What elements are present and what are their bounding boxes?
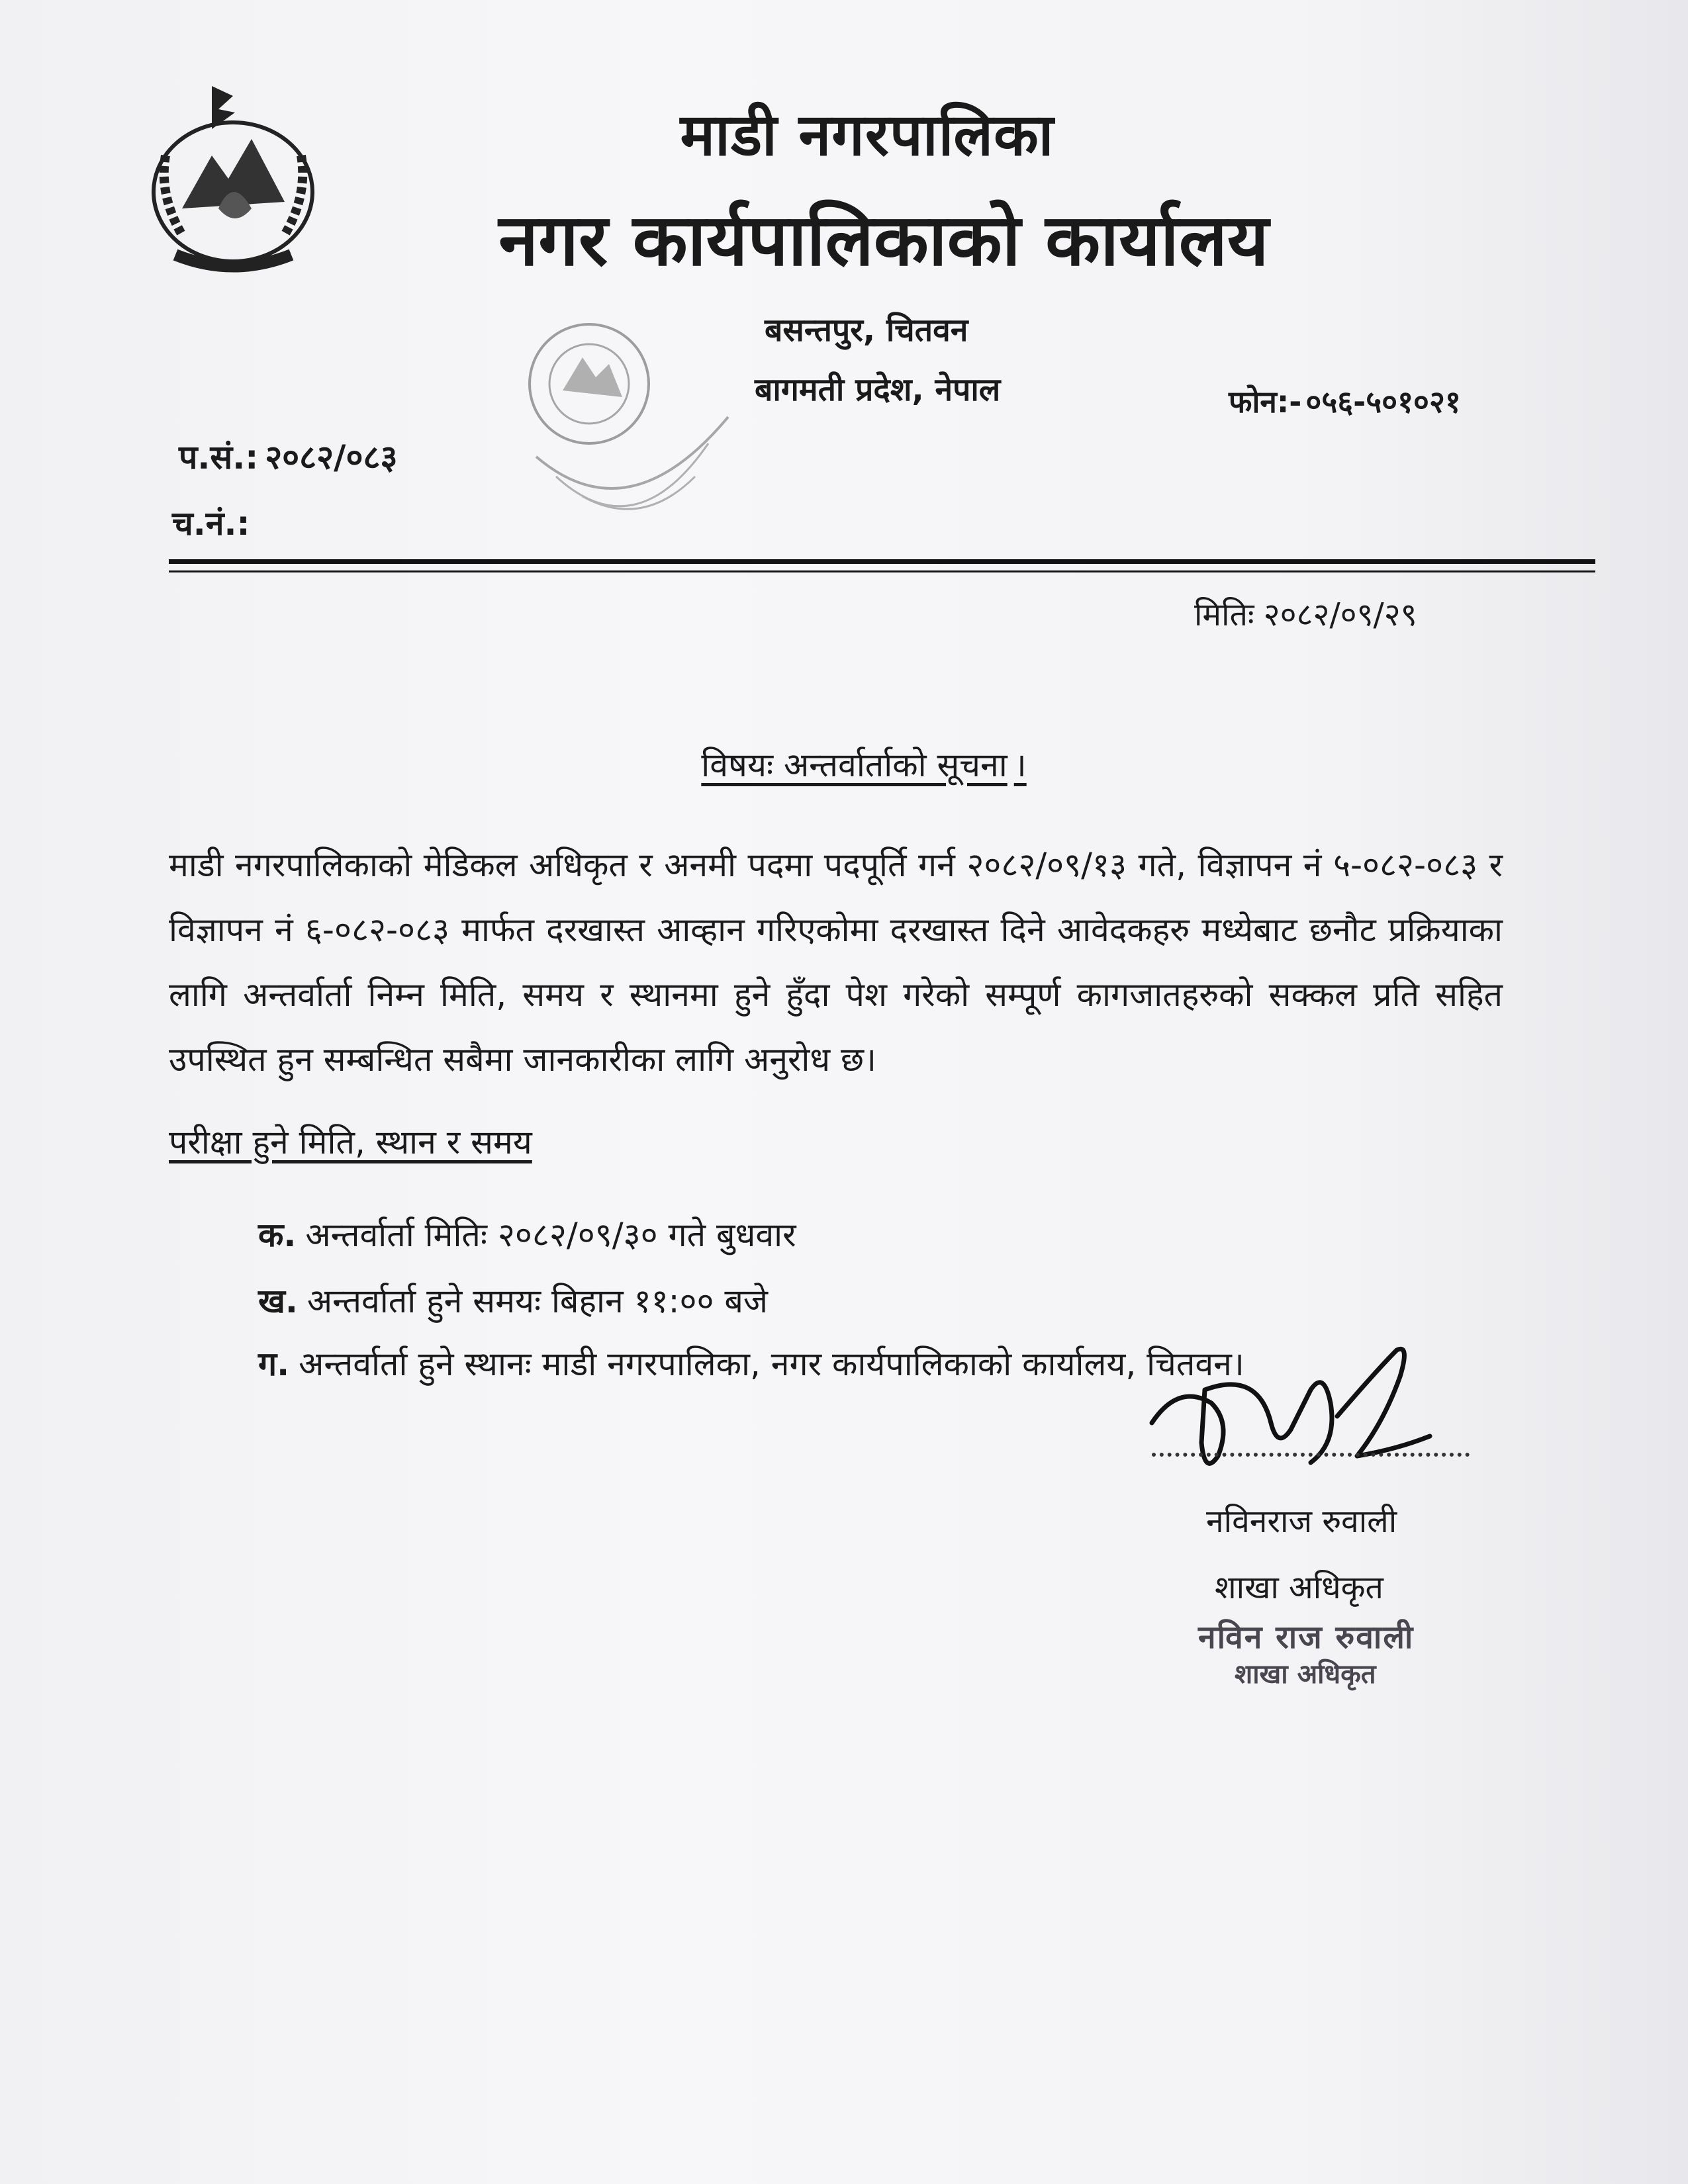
address-line-2: बागमती प्रदेश, नेपाल — [755, 371, 1001, 408]
subject-text: विषयः अन्तर्वार्ताको सूचना — [701, 746, 1008, 784]
subject-line — [0, 741, 1688, 786]
phone-number: ०५६-५०१०२१ — [1305, 384, 1461, 420]
date-value: २०८२/०९/२९ — [1263, 596, 1417, 633]
exam-item — [258, 1340, 1244, 1385]
subject-text-wrap — [701, 746, 1026, 784]
reference-value: २०८२/०८३ — [265, 438, 398, 477]
header-divider — [169, 559, 1595, 564]
item-marker: क. — [258, 1216, 297, 1254]
exam-item — [258, 1277, 768, 1322]
item-text: अन्तर्वार्ता हुने स्थानः माडी नगरपालिका, नगर कार्यपालिकाको कार्यालय, चितवन। — [299, 1345, 1244, 1383]
phone-label: फोन:- — [1229, 384, 1302, 420]
notice-body: माडी नगरपालिकाको मेडिकल अधिकृत र अनमी पदमा पदपूर्ति गर्न २०८२/०९/१३ गते, विज्ञापन नं ५-०८२-०८३ र विज्ञापन नं ६-०८२-०८३ मार्फत दरखास्त आव्हान गरिएकोमा दरखास्त दिने आवेदकहरु मध्येबाट छनौट प्रक्रियाका लागि अन्तर्वार्ता निम्न मिति, समय र स्थानमा हुने हुँदा पेश गरेको सम्पूर्ण कागजातहरुको सक्कल प्रति सहित उपस्थित हुन सम्बन्धित सबैमा जानकारीका लागि अनुरोध छ। — [169, 846, 1503, 1079]
signatory-title: शाखा अधिकृत — [1215, 1569, 1383, 1606]
exam-section-heading: परीक्षा हुने मिति, स्थान र समय — [169, 1123, 532, 1161]
letter-date — [1185, 592, 1417, 635]
reference-number — [172, 433, 397, 478]
dispatch-number-label: च.नं.: — [172, 504, 250, 543]
signature-line — [1152, 1453, 1470, 1457]
exam-item — [258, 1211, 796, 1256]
item-text: अन्तर्वार्ता हुने समयः बिहान ११:०० बजे — [306, 1282, 769, 1320]
office-name: नगर कार्यपालिकाको कार्यालय — [498, 199, 1269, 282]
name-stamp: नविन राज रुवाली — [1198, 1619, 1415, 1656]
office-seal-icon — [510, 311, 748, 549]
item-marker: ख. — [258, 1282, 298, 1320]
header-divider-thin — [169, 570, 1595, 572]
subject-mark: । — [1013, 746, 1027, 784]
address-line-1: बसन्तपुर, चितवन — [765, 312, 968, 349]
signature-icon — [1139, 1330, 1443, 1482]
title-stamp: शाखा अधिकृत — [1235, 1659, 1376, 1690]
municipality-name: माडी नगरपालिका — [680, 101, 1055, 169]
date-label: मितिः — [1194, 596, 1254, 633]
reference-label: प.सं.: — [179, 438, 259, 477]
item-text: अन्तर्वार्ता मितिः २०८२/०९/३० गते बुधवार — [305, 1216, 796, 1254]
signatory-name: नविनराज रुवाली — [1206, 1503, 1397, 1540]
phone — [1225, 381, 1461, 422]
item-marker: ग. — [258, 1345, 290, 1383]
